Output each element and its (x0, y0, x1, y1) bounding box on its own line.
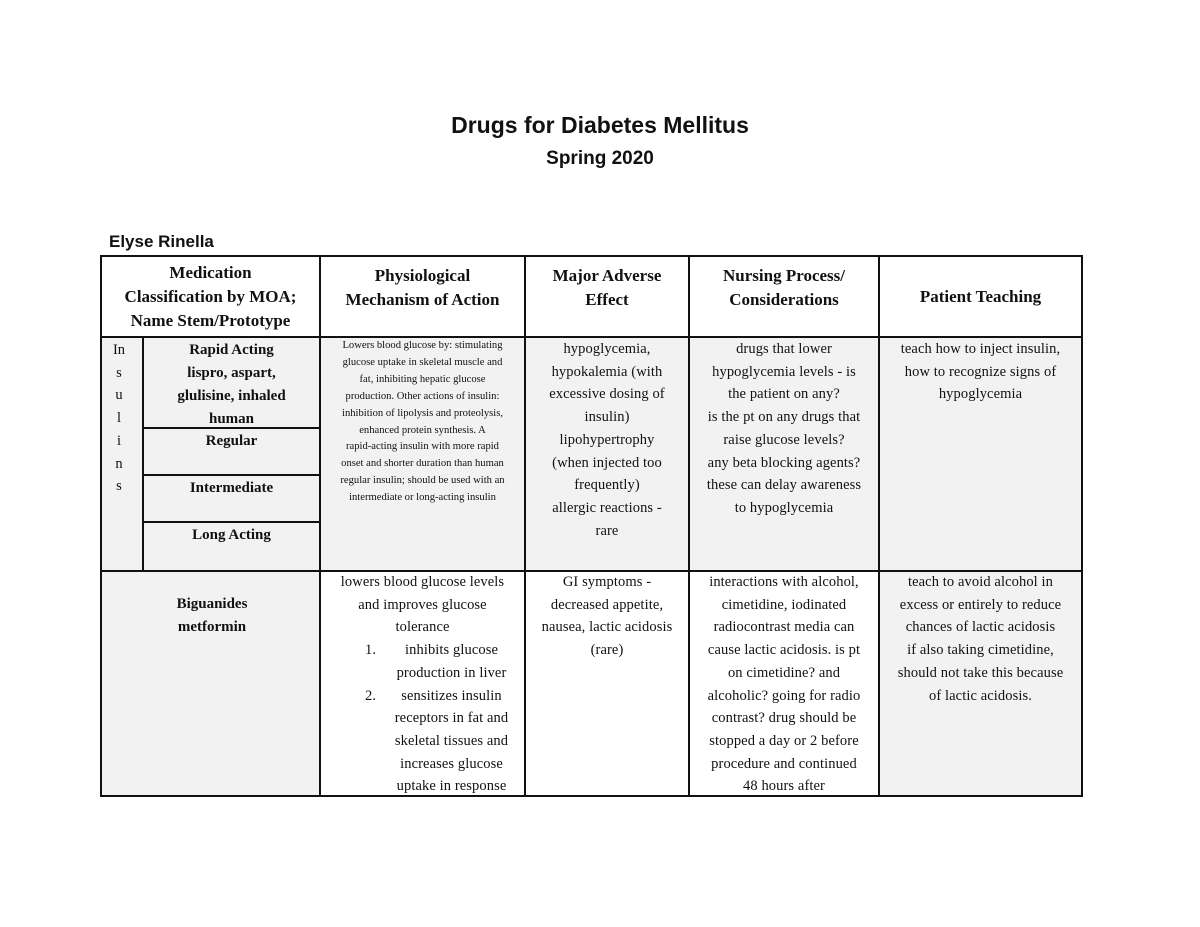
biguanide-adverse-effect (526, 571, 688, 662)
header-classification (102, 257, 319, 337)
subtype-line: Regular (205, 433, 258, 449)
subtype-line: Intermediate (189, 480, 274, 496)
biguanide-nursing-considerations (690, 571, 878, 798)
text-line: any beta blocking agents? (707, 454, 861, 471)
text-line: alcoholic? going for radio (707, 687, 861, 704)
header-nursing (690, 257, 878, 337)
insulin-patient-teaching (880, 338, 1081, 406)
text-line: regular insulin; should be used with an (340, 475, 505, 487)
text-line: cause lactic acidosis. is pt (707, 642, 861, 659)
text-line: receptors in fat and (394, 710, 509, 727)
text-line: excess or entirely to reduce (899, 596, 1062, 613)
biguanide-classification (114, 593, 310, 639)
insulin-mechanism (321, 338, 524, 507)
header-adverse-effect (526, 257, 688, 337)
document-subtitle: Spring 2020 (546, 148, 654, 169)
text-line: production. Other actions of insulin: (345, 390, 500, 402)
text-line: procedure and continued (711, 755, 857, 772)
mechanism-step-1 (321, 639, 524, 684)
text-line: frequently) (574, 477, 640, 494)
text-line: insulin) (584, 409, 630, 426)
text-line: inhibits glucose (404, 642, 499, 659)
author-name: Elyse Rinella (109, 232, 214, 251)
text-line: skeletal tissues and (394, 732, 509, 749)
text-line: to hypoglycemia (734, 499, 834, 516)
subtype-line: glulisine, inhaled (177, 388, 286, 404)
vertical-letter: l (116, 410, 122, 427)
text-line: interactions with alcohol, (709, 574, 859, 590)
header-line: Medication (169, 263, 252, 282)
text-line: tolerance (395, 619, 450, 636)
text-line: lipohypertrophy (559, 431, 655, 448)
subtype-line: Rapid Acting (189, 342, 274, 358)
classification-line: Biguanides (176, 596, 248, 612)
text-line: increases glucose (400, 755, 503, 772)
document-title: Drugs for Diabetes Mellitus (451, 112, 749, 138)
text-line: these can delay awareness (706, 477, 862, 494)
step-number: 1. (365, 642, 377, 659)
text-line: hypoglycemia (938, 386, 1023, 403)
text-line: fat, inhibiting hepatic glucose (359, 373, 486, 385)
vertical-letter: u (115, 387, 123, 404)
vertical-letter: s (116, 364, 122, 381)
text-line: cimetidine, iodinated (721, 596, 847, 613)
text-line: radiocontrast media can (713, 619, 855, 636)
biguanide-mechanism (321, 571, 524, 798)
header-patient-teaching (880, 257, 1081, 337)
text-line: teach to avoid alcohol in (907, 574, 1054, 590)
text-line: contrast? drug should be (711, 710, 857, 727)
header-line: Classification by MOA; (124, 287, 297, 306)
text-line: intermediate or long-acting insulin (349, 492, 496, 504)
text-line: nausea, lactic acidosis (541, 619, 673, 636)
insulin-adverse-effect (526, 338, 688, 542)
text-line: rare (595, 522, 619, 539)
text-line: onset and shorter duration than human (341, 458, 504, 470)
text-line: 48 hours after (743, 778, 825, 795)
text-line: (rare) (590, 642, 624, 659)
subtype-divider-2 (143, 474, 319, 476)
text-line: rapid-acting insulin with more rapid (346, 441, 499, 453)
text-line: the patient on any? (728, 386, 840, 403)
header-line: Nursing Process/ (723, 266, 845, 285)
text-line: is the pt on any drugs that (707, 409, 861, 426)
header-line: Major Adverse (552, 266, 662, 285)
mechanism-step-2 (321, 685, 524, 799)
vertical-letter: n (115, 455, 123, 472)
text-line: hypokalemia (with (551, 363, 663, 380)
insulin-nursing-considerations (690, 338, 878, 520)
text-line: and improves glucose (358, 596, 487, 613)
text-line: uptake in response (396, 778, 507, 795)
vertical-letter: In (112, 342, 126, 358)
text-line: production in liver (396, 664, 507, 681)
text-line: hypoglycemia levels - is (712, 363, 856, 380)
step-number: 2. (365, 687, 377, 704)
text-line: on cimetidine? and (727, 664, 841, 681)
text-line: teach how to inject insulin, (900, 341, 1061, 357)
subtype-divider-3 (143, 521, 319, 523)
header-line: Name Stem/Prototype (130, 311, 291, 330)
text-line: chances of lactic acidosis (905, 619, 1056, 636)
header-line: Considerations (729, 290, 839, 309)
text-line: enhanced protein synthesis. A (359, 424, 486, 436)
text-line: drugs that lower (736, 341, 832, 357)
vertical-letter: s (116, 478, 122, 495)
text-line: should not take this because (897, 664, 1064, 681)
text-line: raise glucose levels? (723, 431, 845, 448)
header-line: Physiological (374, 266, 471, 285)
text-line: glucose uptake in skeletal muscle and (342, 356, 503, 368)
header-line: Patient Teaching (919, 287, 1042, 306)
text-line: inhibition of lipolysis and proteolysis, (342, 407, 503, 419)
classification-line: metformin (177, 619, 247, 635)
text-line: GI symptoms - (562, 574, 652, 590)
text-line: sensitizes insulin (401, 687, 502, 704)
header-mechanism (321, 257, 524, 337)
subtype-line: lispro, aspart, (187, 365, 276, 381)
text-line: how to recognize signs of (904, 363, 1057, 380)
subtype-line: Long Acting (192, 527, 271, 543)
text-line: stopped a day or 2 before (709, 732, 859, 749)
vertical-letter: i (116, 432, 122, 449)
mechanism-steps (321, 639, 524, 798)
text-line: hypoglycemia, (563, 341, 651, 357)
subtype-line: human (208, 411, 255, 427)
biguanide-patient-teaching (880, 571, 1081, 707)
text-line: excessive dosing of (549, 386, 665, 403)
insulin-group-label (102, 339, 136, 498)
subtype-regular (144, 430, 319, 453)
header-line: Effect (585, 290, 629, 309)
text-line: if also taking cimetidine, (907, 642, 1054, 659)
text-line: lowers blood glucose levels (340, 574, 505, 590)
subtype-intermediate (144, 477, 319, 500)
text-line: (when injected too (552, 454, 662, 471)
subtype-long-acting (144, 524, 319, 547)
text-line: of lactic acidosis. (929, 687, 1032, 704)
header-line: Mechanism of Action (345, 290, 500, 309)
text-line: Lowers blood glucose by: stimulating (342, 340, 503, 351)
text-line: decreased appetite, (550, 596, 664, 613)
drug-table (100, 255, 1083, 797)
text-line: allergic reactions - (552, 499, 662, 516)
subtype-rapid-acting (144, 339, 319, 431)
